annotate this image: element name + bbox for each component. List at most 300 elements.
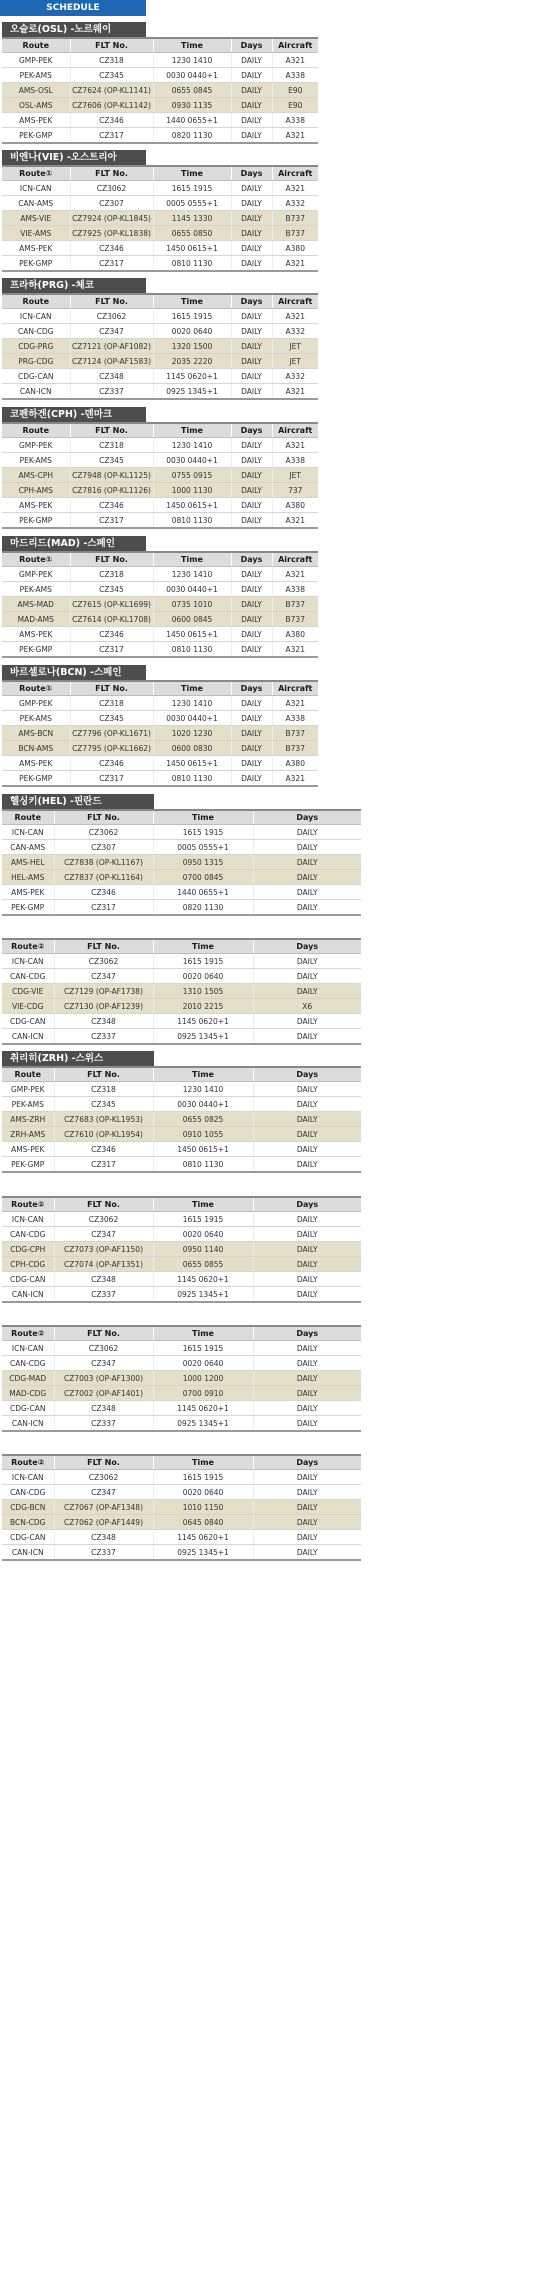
column-header: Days	[231, 294, 272, 309]
table-row	[2, 1157, 361, 1173]
table-cell: CZ345	[70, 582, 153, 597]
table-cell: 1450 0615+1	[153, 627, 231, 642]
table-cell: CZ318	[70, 53, 153, 68]
table-cell: CZ318	[70, 696, 153, 711]
table-cell: E90	[272, 98, 318, 113]
table-row	[2, 354, 318, 369]
table-row	[2, 196, 318, 211]
table-cell: A321	[272, 642, 318, 658]
table-cell: CZ346	[70, 756, 153, 771]
column-header: Route	[2, 810, 54, 825]
table-cell: DAILY	[231, 339, 272, 354]
table-cell: CZ348	[70, 369, 153, 384]
table-cell: B737	[272, 612, 318, 627]
column-header: FLT No.	[54, 1326, 153, 1341]
table-cell: CZ337	[54, 1029, 153, 1045]
table-cell: 0810 1130	[153, 642, 231, 658]
table-row	[2, 771, 318, 787]
table-cell: CDG-PRG	[2, 339, 70, 354]
column-header: Time	[153, 1197, 253, 1212]
table-cell: ICN-CAN	[2, 1212, 54, 1227]
table-cell: DAILY	[231, 483, 272, 498]
table-row	[2, 1029, 361, 1045]
table-row	[2, 1082, 361, 1097]
table-cell: B737	[272, 226, 318, 241]
table-cell: CZ346	[70, 113, 153, 128]
table-cell: DAILY	[231, 513, 272, 529]
column-header: Aircraft	[272, 38, 318, 53]
table-cell: AMS-PEK	[2, 756, 70, 771]
table-cell: ICN-CAN	[2, 1341, 54, 1356]
table-row	[2, 1242, 361, 1257]
column-header: Days	[231, 552, 272, 567]
table-cell: DAILY	[253, 1029, 361, 1045]
table-cell: DAILY	[253, 900, 361, 916]
table-cell: DAILY	[231, 468, 272, 483]
table-cell: CZ3062	[54, 1341, 153, 1356]
table-cell: DAILY	[231, 696, 272, 711]
column-header: FLT No.	[54, 1067, 153, 1082]
table-cell: 0005 0555+1	[153, 196, 231, 211]
schedule-table	[2, 422, 318, 529]
table-cell: DAILY	[253, 969, 361, 984]
table-row	[2, 438, 318, 453]
table-cell: CZ7129 (OP-AF1738)	[54, 984, 153, 999]
column-header: Route①	[2, 681, 70, 696]
table-cell: AMS-OSL	[2, 83, 70, 98]
table-cell: B737	[272, 726, 318, 741]
table-cell: ZRH-AMS	[2, 1127, 54, 1142]
table-cell: A321	[272, 438, 318, 453]
table-cell: 1145 0620+1	[153, 1014, 253, 1029]
table-cell: CZ346	[54, 1142, 153, 1157]
table-cell: CZ317	[70, 513, 153, 529]
table-row	[2, 53, 318, 68]
table-cell: GMP-PEK	[2, 1082, 54, 1097]
table-cell: CZ347	[54, 969, 153, 984]
table-cell: CZ337	[54, 1416, 153, 1432]
table-cell: 1230 1410	[153, 696, 231, 711]
table-cell: DAILY	[253, 1257, 361, 1272]
column-header: Days	[231, 166, 272, 181]
table-cell: 0030 0440+1	[153, 68, 231, 83]
table-cell: CAN-ICN	[2, 384, 70, 400]
table-cell: CZ346	[70, 498, 153, 513]
table-cell: DAILY	[231, 211, 272, 226]
table-cell: CZ337	[54, 1545, 153, 1561]
table-header-row	[2, 1326, 361, 1341]
table-row	[2, 1142, 361, 1157]
table-cell: 1310 1505	[153, 984, 253, 999]
table-cell: DAILY	[231, 438, 272, 453]
table-row	[2, 339, 318, 354]
table-cell: CZ7796 (OP-KL1671)	[70, 726, 153, 741]
table-cell: ICN-CAN	[2, 954, 54, 969]
table-cell: 0020 0640	[153, 1485, 253, 1500]
table-header-row	[2, 294, 318, 309]
table-cell: 0755 0915	[153, 468, 231, 483]
table-cell: 0005 0555+1	[153, 840, 253, 855]
table-cell: DAILY	[253, 1227, 361, 1242]
column-header: Aircraft	[272, 294, 318, 309]
table-cell: DAILY	[253, 1485, 361, 1500]
column-header: Days	[253, 1326, 361, 1341]
table-row	[2, 1127, 361, 1142]
table-cell: 1615 1915	[153, 954, 253, 969]
table-row	[2, 1287, 361, 1303]
table-cell: CZ348	[54, 1272, 153, 1287]
table-cell: 1145 0620+1	[153, 1272, 253, 1287]
column-header: Route	[2, 423, 70, 438]
table-cell: A321	[272, 53, 318, 68]
table-row	[2, 384, 318, 400]
table-row	[2, 181, 318, 196]
table-cell: DAILY	[253, 1212, 361, 1227]
table-cell: CZ7121 (OP-AF1082)	[70, 339, 153, 354]
table-cell: PEK-GMP	[2, 256, 70, 272]
table-row	[2, 1212, 361, 1227]
table-row	[2, 870, 361, 885]
table-cell: B737	[272, 741, 318, 756]
table-cell: CAN-CDG	[2, 1227, 54, 1242]
table-cell: A321	[272, 181, 318, 196]
table-cell: A380	[272, 756, 318, 771]
table-cell: 0810 1130	[153, 1157, 253, 1173]
table-cell: 1230 1410	[153, 53, 231, 68]
column-header: Time	[153, 681, 231, 696]
table-cell: 1010 1150	[153, 1500, 253, 1515]
table-cell: DAILY	[253, 1142, 361, 1157]
table-cell: DAILY	[253, 870, 361, 885]
table-cell: CDG-CAN	[2, 369, 70, 384]
table-row	[2, 211, 318, 226]
table-cell: 1230 1410	[153, 1082, 253, 1097]
table-cell: DAILY	[253, 1371, 361, 1386]
table-row	[2, 324, 318, 339]
table-cell: DAILY	[253, 1530, 361, 1545]
table-cell: 1615 1915	[153, 825, 253, 840]
table-row	[2, 1500, 361, 1515]
table-row	[2, 1386, 361, 1401]
column-header: Time	[153, 423, 231, 438]
table-cell: HEL-AMS	[2, 870, 54, 885]
table-cell: CZ348	[54, 1530, 153, 1545]
table-cell: 0820 1130	[153, 900, 253, 916]
table-row	[2, 498, 318, 513]
table-cell: GMP-PEK	[2, 567, 70, 582]
table-cell: PEK-AMS	[2, 453, 70, 468]
schedule-table	[2, 938, 361, 1045]
table-cell: 0820 1130	[153, 128, 231, 144]
table-cell: 0910 1055	[153, 1127, 253, 1142]
table-cell: CZ7683 (OP-KL1953)	[54, 1112, 153, 1127]
table-cell: CDG-BCN	[2, 1500, 54, 1515]
table-cell: VIE-AMS	[2, 226, 70, 241]
table-cell: DAILY	[253, 1470, 361, 1485]
table-cell: DAILY	[231, 128, 272, 144]
table-cell: CAN-AMS	[2, 196, 70, 211]
table-row	[2, 696, 318, 711]
table-cell: CZ7074 (OP-AF1351)	[54, 1257, 153, 1272]
table-row	[2, 885, 361, 900]
table-cell: CZ7067 (OP-AF1348)	[54, 1500, 153, 1515]
table-row	[2, 128, 318, 144]
table-cell: AMS-PEK	[2, 241, 70, 256]
table-row	[2, 68, 318, 83]
table-cell: DAILY	[231, 582, 272, 597]
table-cell: DAILY	[253, 1272, 361, 1287]
table-cell: AMS-CPH	[2, 468, 70, 483]
table-header-row	[2, 939, 361, 954]
table-cell: B737	[272, 211, 318, 226]
table-cell: DAILY	[253, 1127, 361, 1142]
table-cell: CAN-CDG	[2, 969, 54, 984]
table-row	[2, 1401, 361, 1416]
table-cell: CZ318	[70, 567, 153, 582]
table-header-row	[2, 810, 361, 825]
table-cell: CZ345	[70, 711, 153, 726]
table-cell: 1230 1410	[153, 438, 231, 453]
table-cell: PRG-CDG	[2, 354, 70, 369]
column-header: Route①	[2, 552, 70, 567]
table-cell: CZ7606 (OP-KL1142)	[70, 98, 153, 113]
table-row	[2, 226, 318, 241]
table-cell: CZ7002 (OP-AF1401)	[54, 1386, 153, 1401]
table-cell: JET	[272, 354, 318, 369]
table-cell: 0030 0440+1	[153, 1097, 253, 1112]
table-cell: ICN-CAN	[2, 1470, 54, 1485]
table-row	[2, 825, 361, 840]
table-cell: 1230 1410	[153, 567, 231, 582]
schedule-table	[2, 293, 318, 400]
table-cell: 0925 1345+1	[153, 1029, 253, 1045]
table-cell: 1145 0620+1	[153, 1401, 253, 1416]
table-header-row	[2, 423, 318, 438]
table-cell: VIE-CDG	[2, 999, 54, 1014]
table-cell: A338	[272, 113, 318, 128]
table-header-row	[2, 38, 318, 53]
table-cell: DAILY	[231, 68, 272, 83]
table-row	[2, 840, 361, 855]
table-cell: 0645 0840	[153, 1515, 253, 1530]
table-cell: 0810 1130	[153, 771, 231, 787]
table-row	[2, 954, 361, 969]
table-cell: A332	[272, 324, 318, 339]
table-row	[2, 597, 318, 612]
table-cell: PEK-AMS	[2, 711, 70, 726]
column-header: FLT No.	[70, 423, 153, 438]
table-cell: 0925 1345+1	[153, 1545, 253, 1561]
table-cell: CAN-AMS	[2, 840, 54, 855]
table-cell: 0655 0825	[153, 1112, 253, 1127]
table-cell: CZ7816 (OP-KL1126)	[70, 483, 153, 498]
table-cell: CZ7130 (OP-AF1239)	[54, 999, 153, 1014]
table-cell: 0930 1135	[153, 98, 231, 113]
table-cell: 0030 0440+1	[153, 711, 231, 726]
table-row	[2, 642, 318, 658]
table-cell: 0810 1130	[153, 256, 231, 272]
table-cell: DAILY	[231, 369, 272, 384]
schedule-table	[2, 809, 361, 916]
table-cell: CZ347	[70, 324, 153, 339]
table-cell: A338	[272, 453, 318, 468]
table-cell: CZ318	[54, 1082, 153, 1097]
table-cell: DAILY	[253, 1082, 361, 1097]
table-cell: A321	[272, 771, 318, 787]
column-header: Route②	[2, 1455, 54, 1470]
table-cell: 0020 0640	[153, 1356, 253, 1371]
table-cell: 2010 2215	[153, 999, 253, 1014]
table-cell: 1440 0655+1	[153, 113, 231, 128]
table-cell: GMP-PEK	[2, 53, 70, 68]
table-cell: 1450 0615+1	[153, 1142, 253, 1157]
table-row	[2, 582, 318, 597]
table-cell: A332	[272, 196, 318, 211]
table-cell: DAILY	[231, 627, 272, 642]
table-cell: JET	[272, 339, 318, 354]
table-cell: CZ7838 (OP-KL1167)	[54, 855, 153, 870]
column-header: Aircraft	[272, 681, 318, 696]
table-cell: DAILY	[253, 1097, 361, 1112]
table-cell: CZ7795 (OP-KL1662)	[70, 741, 153, 756]
table-cell: DAILY	[231, 241, 272, 256]
table-cell: AMS-PEK	[2, 885, 54, 900]
table-cell: GMP-PEK	[2, 438, 70, 453]
table-cell: 0655 0855	[153, 1257, 253, 1272]
table-cell: 1615 1915	[153, 1341, 253, 1356]
column-header: Aircraft	[272, 166, 318, 181]
table-cell: AMS-VIE	[2, 211, 70, 226]
table-cell: 0020 0640	[153, 969, 253, 984]
table-row	[2, 1014, 361, 1029]
table-cell: 1145 0620+1	[153, 369, 231, 384]
table-cell: A321	[272, 513, 318, 529]
schedule-table	[2, 165, 318, 272]
table-cell: CZ347	[54, 1227, 153, 1242]
table-cell: CZ317	[54, 1157, 153, 1173]
section-title: 마드리드(MAD) -스페인	[2, 536, 146, 551]
table-cell: A338	[272, 68, 318, 83]
table-cell: CZ7624 (OP-KL1141)	[70, 83, 153, 98]
table-cell: DAILY	[231, 226, 272, 241]
table-cell: CDG-CAN	[2, 1530, 54, 1545]
table-cell: ICN-CAN	[2, 825, 54, 840]
column-header: Route①	[2, 166, 70, 181]
column-header: FLT No.	[54, 810, 153, 825]
table-row	[2, 855, 361, 870]
table-cell: 737	[272, 483, 318, 498]
column-header: Aircraft	[272, 552, 318, 567]
column-header: Days	[253, 1197, 361, 1212]
table-row	[2, 453, 318, 468]
table-cell: CZ3062	[54, 954, 153, 969]
table-cell: X6	[253, 999, 361, 1014]
table-cell: DAILY	[231, 756, 272, 771]
table-cell: DAILY	[231, 98, 272, 113]
table-cell: CZ7003 (OP-AF1300)	[54, 1371, 153, 1386]
table-cell: 0925 1345+1	[153, 384, 231, 400]
table-cell: DAILY	[231, 384, 272, 400]
column-header: Time	[153, 939, 253, 954]
table-cell: 1145 1330	[153, 211, 231, 226]
table-row	[2, 726, 318, 741]
table-cell: CZ317	[70, 771, 153, 787]
table-cell: 2035 2220	[153, 354, 231, 369]
section-title: 취리히(ZRH) -스위스	[2, 1051, 154, 1066]
table-cell: CAN-ICN	[2, 1416, 54, 1432]
table-cell: PEK-AMS	[2, 582, 70, 597]
table-cell: 1450 0615+1	[153, 498, 231, 513]
table-cell: CAN-ICN	[2, 1287, 54, 1303]
column-header: FLT No.	[70, 552, 153, 567]
table-cell: DAILY	[231, 567, 272, 582]
column-header: Time	[153, 1326, 253, 1341]
column-header: FLT No.	[70, 38, 153, 53]
table-cell: CAN-CDG	[2, 1356, 54, 1371]
column-header: Aircraft	[272, 423, 318, 438]
section-title: 비엔나(VIE) -오스트리아	[2, 150, 146, 165]
table-cell: DAILY	[253, 840, 361, 855]
table-header-row	[2, 1197, 361, 1212]
column-header: Time	[153, 38, 231, 53]
table-cell: B737	[272, 597, 318, 612]
table-cell: DAILY	[231, 726, 272, 741]
table-cell: CZ317	[70, 642, 153, 658]
column-header: FLT No.	[70, 166, 153, 181]
table-cell: DAILY	[253, 1157, 361, 1173]
table-cell: 0655 0850	[153, 226, 231, 241]
table-cell: A321	[272, 309, 318, 324]
table-cell: CZ7614 (OP-KL1708)	[70, 612, 153, 627]
table-cell: 0950 1140	[153, 1242, 253, 1257]
table-row	[2, 1545, 361, 1561]
table-cell: DAILY	[231, 453, 272, 468]
table-cell: 0655 0845	[153, 83, 231, 98]
table-cell: CDG-CAN	[2, 1401, 54, 1416]
table-cell: CZ345	[70, 453, 153, 468]
table-cell: CZ7062 (OP-AF1449)	[54, 1515, 153, 1530]
table-cell: PEK-GMP	[2, 1157, 54, 1173]
table-cell: 1615 1915	[153, 181, 231, 196]
table-row	[2, 984, 361, 999]
table-cell: 0925 1345+1	[153, 1287, 253, 1303]
table-cell: CZ345	[70, 68, 153, 83]
table-row	[2, 612, 318, 627]
table-row	[2, 1485, 361, 1500]
table-cell: DAILY	[253, 1401, 361, 1416]
table-cell: 1320 1500	[153, 339, 231, 354]
column-header: FLT No.	[54, 1197, 153, 1212]
table-cell: CZ3062	[70, 181, 153, 196]
table-row	[2, 1530, 361, 1545]
table-row	[2, 1227, 361, 1242]
table-row	[2, 483, 318, 498]
table-cell: DAILY	[253, 1287, 361, 1303]
table-cell: CZ347	[54, 1356, 153, 1371]
table-cell: DAILY	[231, 181, 272, 196]
table-cell: GMP-PEK	[2, 696, 70, 711]
table-cell: PEK-GMP	[2, 513, 70, 529]
table-cell: CAN-CDG	[2, 1485, 54, 1500]
column-header: Time	[153, 810, 253, 825]
table-cell: CDG-CPH	[2, 1242, 54, 1257]
table-cell: 1615 1915	[153, 1212, 253, 1227]
table-cell: 1020 1230	[153, 726, 231, 741]
table-cell: 1145 0620+1	[153, 1530, 253, 1545]
schedule-table	[2, 1325, 361, 1432]
table-cell: CZ348	[54, 1401, 153, 1416]
table-cell: CDG-CAN	[2, 1014, 54, 1029]
